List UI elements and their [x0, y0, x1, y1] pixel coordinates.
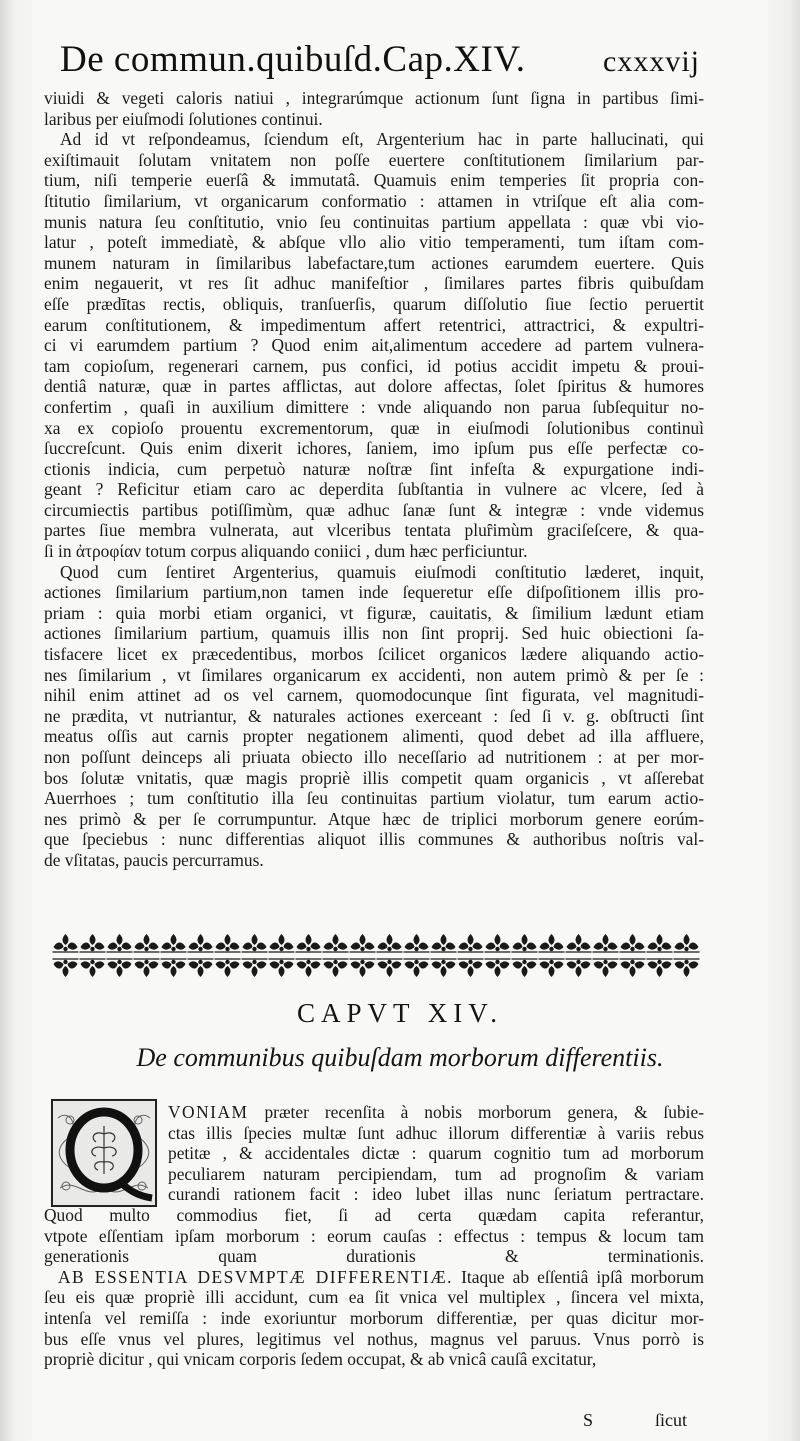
- fleuron-icon: [377, 959, 403, 977]
- fleuron-icon: [134, 959, 160, 977]
- fleuron-icon: [269, 934, 295, 952]
- fleuron-icon: [350, 934, 376, 952]
- running-head-title: De commun.quibuſd.Cap.XIV.: [60, 39, 526, 80]
- fleuron-icon: [377, 934, 403, 952]
- text-line: xa ex copioſo prouentu excrementorum, quæ in eiuſmodi ſolutionibus continuì: [44, 417, 704, 438]
- text-line: ne prædita, vt nutriantur, & naturales actiones exerceant : ſed ſi v. g. obſtructi ſint: [44, 705, 704, 726]
- fleuron-icon: [647, 959, 673, 977]
- previous-chapter-text: [44, 88, 704, 871]
- text-line: munem naturam in ſimilaribus labefactare,tum actiones earumdem euertere. Quis: [44, 252, 704, 273]
- fleuron-icon: [458, 959, 484, 977]
- text-line: non poſſunt deinceps ali priuata obiecto illo neceſſario ad nutritionem : at per mor-: [44, 747, 704, 767]
- fleuron-icon: [404, 934, 430, 952]
- text-line: tisfacere licet ex præcedentibus, morbos ſcilicet organicos lædere aliquando actio-: [44, 644, 704, 665]
- text-line: ſtitutio ſimilarium, vt organicarum conformatio : attamen in vtriſque eſt alia com-: [44, 190, 704, 211]
- text-line: tium, niſi temperie euerſâ & immutatâ. Quamuis enim temperies ſit propria con-: [44, 170, 704, 191]
- text-line: ſuccreſcunt. Quis enim dixerit ichores, ſaniem, imo ipſum pus eſſe perfectæ co-: [44, 438, 704, 459]
- text-line: exiſtimauit ſolutam vnitatem non poſſe euertere conſtitutionem ſimilarium par-: [44, 149, 704, 170]
- text-line: nes primò & per ſe corrumpuntur. Atque hæc de triplici morborum genere eorúm-: [44, 808, 704, 829]
- fleuron-icon: [296, 934, 322, 952]
- fleuron-icon: [80, 959, 106, 977]
- small-caps-run: VONIAM: [168, 1102, 249, 1122]
- fleuron-icon: [188, 959, 214, 977]
- text-line: actiones ſimilarium partium,non tamen inde ſequeretur eſſe diſpoſitionem illis pro-: [44, 582, 704, 603]
- fleuron-icon: [53, 934, 79, 952]
- fleuron-icon: [53, 959, 79, 977]
- signature-mark: S: [583, 1410, 594, 1430]
- text-run: propriè dicitur , qui vnicam corporis ſedem occupat, & ab vnicâ cauſâ excitatur,: [44, 1349, 597, 1370]
- folio-number: cxxxvij: [603, 45, 700, 78]
- text-line: circumiectis partibus potiſſimùm, quæ adhuc ſanæ ſunt & integræ : vnde videmus: [44, 499, 704, 520]
- fleuron-icon: [674, 959, 700, 977]
- text-line: latur , poteſt immediatè, & abſque vllo alio vitio temperamenti, tum iſtam com-: [44, 232, 704, 253]
- text-run: Itaque ab eſſentiâ ipſâ morborum: [453, 1266, 704, 1287]
- fleuron-icon: [485, 934, 511, 952]
- fleuron-icon: [539, 959, 565, 977]
- text-line: earum conſtitutionem, & impedimentum affert retentrici, attractrici, & expultri-: [44, 314, 704, 335]
- fleuron-icon: [107, 959, 133, 977]
- text-line: enim negauerit, vt res ſit adhuc manifeſtior , ſimilares partes fibris quibuſdam: [44, 273, 704, 294]
- fleuron-row-icon: [52, 930, 700, 982]
- fleuron-icon: [215, 959, 241, 977]
- text-line: [44, 1267, 704, 1288]
- fleuron-icon: [134, 934, 160, 952]
- text-run: vtpote eſſentiam ipſam morborum : eorum cauſas : effectus : tempus & locum tam: [44, 1225, 704, 1246]
- ornamental-border: [52, 930, 700, 982]
- text-line: [44, 1102, 704, 1123]
- text-line: [44, 1123, 704, 1144]
- fleuron-icon: [350, 959, 376, 977]
- text-line: [44, 1226, 704, 1247]
- fleuron-icon: [431, 934, 457, 952]
- text-line: partes ſiue membra vulnerata, aut vlceribus tentata pluȓimùm graciſeſcere, & qua-: [44, 520, 704, 541]
- fleuron-icon: [242, 959, 268, 977]
- fleuron-icon: [566, 959, 592, 977]
- text-line: de vſitatas, paucis percurramus.: [44, 849, 264, 870]
- text-line: munis natura ſeu conſtitutio, vnio ſeu continuitas partium appellata : quæ vbi vio-: [44, 211, 704, 232]
- text-line: [44, 1246, 704, 1267]
- text-run: peculiarem naturam percipiendam, tum ad prognoſim & variam: [168, 1163, 704, 1184]
- text-line: que ſpeciebus : nunc differentias aliquot illis communes & authoribus noſtris val-: [44, 829, 704, 850]
- fleuron-icon: [80, 934, 106, 952]
- fleuron-icon: [620, 959, 646, 977]
- text-line: priam : quia morbi etiam organici, vt figuræ, cauitatis, & ſimilium lædunt etiam: [44, 602, 704, 623]
- text-line: nes ſimilarium , vt ſimilares organicarum ex accidenti, non autem primò & per ſe :: [44, 664, 704, 685]
- text-line: [44, 1184, 704, 1205]
- text-run: generationis quam durationis & terminationis.: [44, 1246, 704, 1267]
- text-line: eſſe prædītas rectis, obliquis, tranſuerſis, quarum diſſolutio ſiue ſectio peruertit: [44, 293, 704, 314]
- text-run: bus eſſe vnus vel plures, legitimus vel nothus, magnus vel paruus. Vnus porrò is: [44, 1328, 704, 1349]
- fleuron-icon: [323, 934, 349, 952]
- new-chapter-text: [44, 1102, 704, 1370]
- text-line: ctionis indicia, cum perpetuò naturæ noſtræ ſint infeſta & expurgatione indi-: [44, 458, 704, 479]
- text-line: ci vi earumdem partium ? Quod enim ait,alimentum accedere ad partem vulnera-: [44, 335, 704, 356]
- fleuron-icon: [458, 934, 484, 952]
- text-run: præter recenſita à nobis morborum genera, & ſubie-: [248, 1102, 704, 1122]
- fleuron-icon: [161, 934, 187, 952]
- fleuron-icon: [323, 959, 349, 977]
- fleuron-icon: [296, 959, 322, 977]
- text-line: ſi in ἀτροφίαν totum corpus aliquando coniici , dum hæc perficiuntur.: [44, 541, 528, 562]
- text-run: ctas illis ſpecies multæ ſunt adhuc illorum differentiæ à variis rebus: [168, 1122, 704, 1143]
- fleuron-icon: [404, 959, 430, 977]
- text-line: Ad id vt reſpondeamus, ſciendum eſt, Argenterium hac in parte hallucinati, qui: [60, 129, 704, 150]
- text-line: Quod cum ſentiret Argenterius, quamuis eiuſmodi conſtitutio læderet, inquit,: [60, 561, 704, 582]
- fleuron-icon: [593, 934, 619, 952]
- text-line: Auerrhoes ; tum conſtitutio illa ſeu continuitas partium violatur, tum earum actio-: [44, 788, 704, 809]
- fleuron-icon: [566, 934, 592, 952]
- text-line: [44, 1164, 704, 1185]
- text-run: ſeu eis quæ propriè illi accidunt, cum ea ſit vnica vel multiplex , ſincera vel mixta,: [44, 1287, 704, 1308]
- text-line: [44, 1308, 704, 1329]
- small-caps-run: AB ESSENTIA DESVMPTÆ DIFFERENTIÆ.: [58, 1266, 454, 1287]
- text-line: confertim , quaſi in auxilium dimittere : vnde aliquando non parua ſubſequitur no-: [44, 396, 704, 417]
- text-line: bos ſolutæ vnitatis, quæ magis propriè illis competit quam organicis , vt aſſerebat: [44, 767, 704, 788]
- fleuron-icon: [539, 934, 565, 952]
- chapter-subtitle: De communibus quibuſdam morborum differentiis.: [136, 1043, 664, 1072]
- text-line: [44, 1205, 704, 1226]
- fleuron-icon: [161, 959, 187, 977]
- fleuron-icon: [620, 934, 646, 952]
- text-run: intenſa vel remiſſa : inde exoriuntur morborum differentiæ, per quas dicitur mor-: [44, 1307, 704, 1328]
- fleuron-icon: [242, 934, 268, 952]
- fleuron-icon: [431, 959, 457, 977]
- text-line: geant ? Reficitur etiam caro ac deperdita ſubſtantia in vulnere ac vlcere, ſed à: [44, 479, 704, 500]
- catchword: ſicut: [655, 1410, 687, 1430]
- fleuron-icon: [269, 959, 295, 977]
- text-run: petitæ , & accidentales dictæ : quarum cognitio tum ad morborum: [168, 1143, 704, 1164]
- chapter-heading: CAPVT XIV.: [296, 998, 504, 1028]
- fleuron-icon: [215, 934, 241, 952]
- fleuron-icon: [674, 934, 700, 952]
- text-line: actiones ſimilarium partium, quamuis illis non ſint proprij. Sed huic obiectioni ſa-: [44, 623, 704, 644]
- fleuron-icon: [593, 959, 619, 977]
- fleuron-icon: [188, 934, 214, 952]
- text-line: [44, 1143, 704, 1164]
- fleuron-icon: [512, 959, 538, 977]
- text-run: Quod multo commodius fiet, ſi ad certa quædam capita referantur,: [44, 1204, 704, 1225]
- text-line: tam copioſum, regenerari carnem, pus confici, id potius accidit impetu & proui-: [44, 355, 704, 376]
- text-line: meatus oſſis aut carnis propter negationem alimenti, quod debet ad illa affluere,: [44, 726, 704, 747]
- text-run: curandi rationem facit : ideo lubet illas nunc ſeriatum pertractare.: [168, 1184, 704, 1205]
- text-line: dentiâ naturæ, quæ in partes afflictas, aut dolore affectas, ſolet ſpiritus & humores: [44, 376, 704, 397]
- fleuron-icon: [107, 934, 133, 952]
- text-line: viuidi & vegeti caloris natiui , integrarúmque actionum ſunt ſigna in partibus ſimi-: [44, 88, 704, 108]
- fleuron-icon: [485, 959, 511, 977]
- text-line: [44, 1349, 704, 1370]
- running-head: [60, 38, 700, 81]
- fleuron-icon: [647, 934, 673, 952]
- text-line: [44, 1287, 704, 1308]
- text-line: laribus per eiuſmodi ſolutiones continui.: [44, 108, 323, 129]
- text-line: [44, 1329, 704, 1350]
- text-line: nihil enim attinet ad os vel carnem, quomodocunque ſint figurata, vel magnitudi-: [44, 685, 704, 706]
- fleuron-icon: [512, 934, 538, 952]
